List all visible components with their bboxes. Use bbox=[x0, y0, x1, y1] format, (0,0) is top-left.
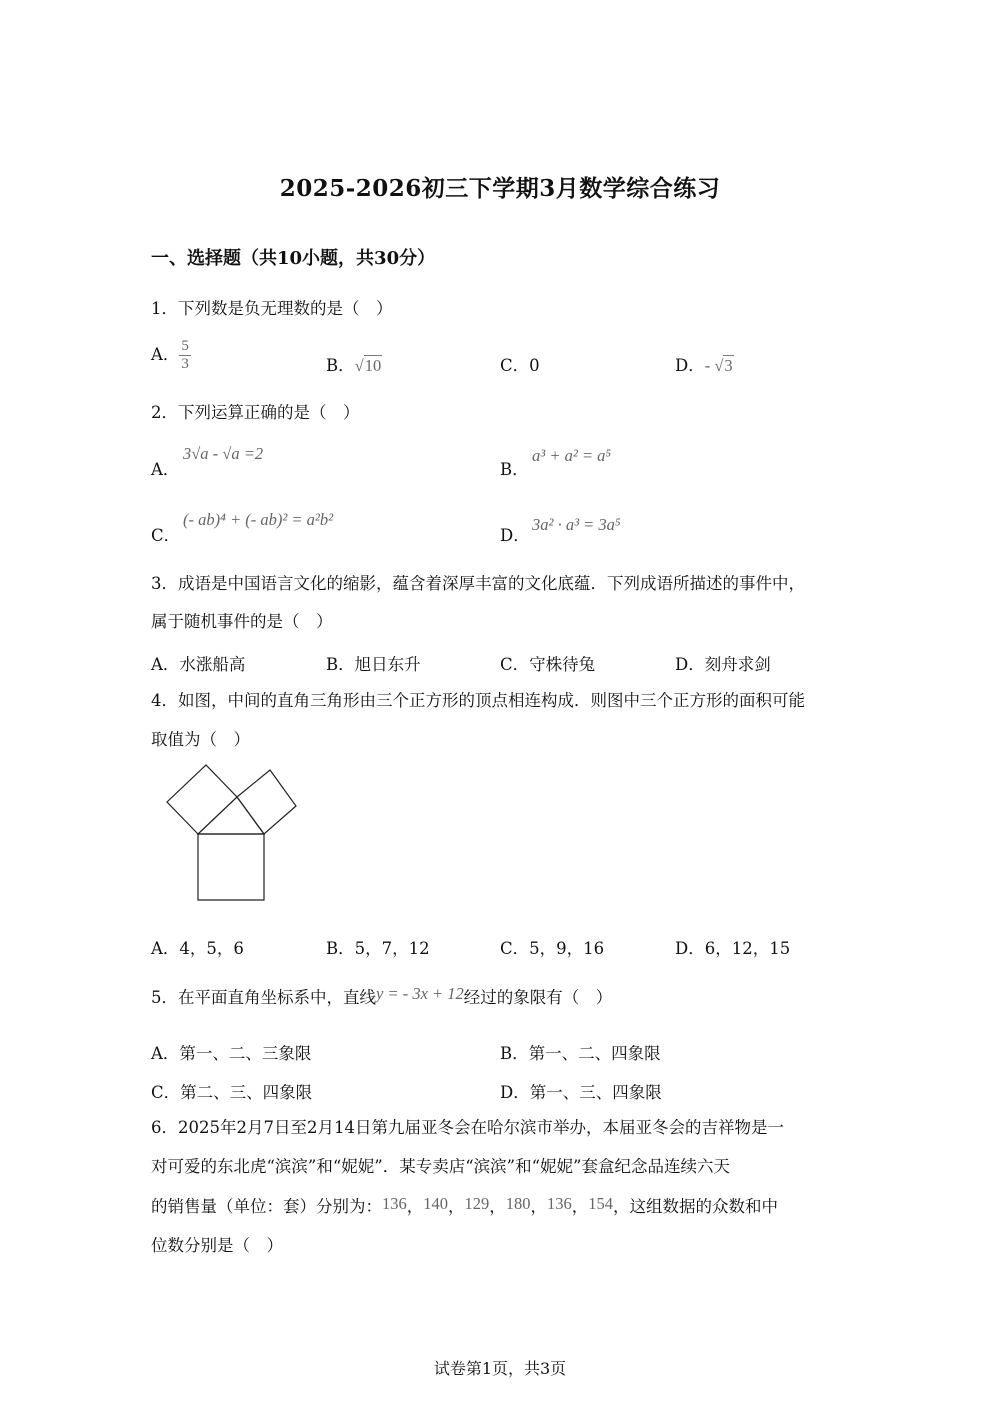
right-triangle bbox=[198, 797, 264, 834]
question-3-option-d: D．刻舟求剑 bbox=[675, 655, 771, 674]
question-4-option-d: D．6，12，15 bbox=[675, 939, 791, 958]
bottom-square bbox=[198, 834, 264, 900]
question-6-line-2: 对可爱的东北虎“滨滨”和“妮妮”．某专卖店“滨滨”和“妮妮”套盒纪念品连续六天 bbox=[151, 1157, 730, 1176]
question-2-option-d-expr: 3a² · a³ = 3a⁵ bbox=[532, 515, 621, 534]
question-4-option-b: B．5，7，12 bbox=[326, 939, 430, 958]
question-2-option-a-expr: 3√a - √a =2 bbox=[183, 444, 264, 463]
question-5-option-c: C．第二、三、四象限 bbox=[151, 1083, 313, 1102]
question-2-option-c-expr: (- ab)⁴ + (- ab)² = a²b² bbox=[183, 510, 334, 529]
question-3-option-b: B．旭日东升 bbox=[326, 655, 421, 674]
line-equation: y = - 3x + 12 bbox=[376, 984, 464, 1003]
question-3-option-a: A．水涨船高 bbox=[151, 655, 246, 674]
question-1-option-b: B．√10 bbox=[326, 356, 382, 375]
question-2-option-c: C． bbox=[151, 526, 181, 545]
question-1-stem: 1．下列数是负无理数的是（ ） bbox=[151, 299, 393, 318]
three-squares-figure bbox=[160, 760, 305, 905]
question-1-option-c: C．0 bbox=[500, 356, 540, 375]
question-4-option-c: C．5，9，16 bbox=[500, 939, 605, 958]
right-square bbox=[237, 770, 296, 834]
question-4-option-a: A．4，5，6 bbox=[151, 939, 244, 958]
question-6-line-4: 位数分别是（ ） bbox=[151, 1236, 283, 1255]
sales-value: 136 bbox=[382, 1194, 407, 1213]
page-title: 2025-2026初三下学期3月数学综合练习 bbox=[279, 175, 721, 202]
sales-value: 129 bbox=[464, 1194, 490, 1213]
sales-value: 136 bbox=[547, 1194, 572, 1213]
question-5-stem: 5．在平面直角坐标系中，直线y = - 3x + 12经过的象限有（ ） bbox=[151, 984, 613, 1007]
sales-value: 140 bbox=[423, 1194, 448, 1213]
sales-value: 154 bbox=[588, 1194, 613, 1213]
question-3-line-1: 3．成语是中国语言文化的缩影，蕴含着深厚丰富的文化底蕴．下列成语所描述的事件中， bbox=[151, 574, 805, 593]
question-4-line-1: 4．如图，中间的直角三角形由三个正方形的顶点相连构成．则图中三个正方形的面积可能 bbox=[151, 691, 805, 710]
page-footer: 试卷第1页，共3页 bbox=[433, 1359, 567, 1378]
question-4-line-2: 取值为（ ） bbox=[151, 730, 250, 749]
question-5-option-d: D．第一、三、四象限 bbox=[500, 1083, 662, 1102]
left-square bbox=[167, 765, 237, 834]
question-6-line-1: 6．2025年2月7日至2月14日第九届亚冬会在哈尔滨市举办，本届亚冬会的吉祥物是一 bbox=[151, 1118, 784, 1137]
question-2-option-b: B． bbox=[500, 460, 529, 479]
question-2-option-b-expr: a³ + a² = a⁵ bbox=[532, 446, 612, 465]
sales-value: 180 bbox=[505, 1194, 531, 1213]
section-heading: 一、选择题（共10小题，共30分） bbox=[151, 248, 436, 269]
question-5-option-a: A．第一、二、三象限 bbox=[151, 1044, 312, 1063]
fraction: $\frac{5}{3}$ bbox=[181, 338, 189, 372]
question-1-option-a: A． $\frac{5}{3}$ bbox=[151, 338, 189, 372]
question-2-stem: 2．下列运算正确的是（ ） bbox=[151, 403, 360, 422]
question-2-option-d: D． bbox=[500, 526, 530, 545]
question-3-line-2: 属于随机事件的是（ ） bbox=[151, 612, 333, 631]
question-5-option-b: B．第一、二、四象限 bbox=[500, 1044, 661, 1063]
question-6-line-3: 的销售量（单位：套）分别为：136，140，129，180，136，154，这组数据的众数和中 bbox=[151, 1194, 778, 1216]
question-2-option-a: A． bbox=[151, 460, 180, 479]
question-3-option-c: C．守株待兔 bbox=[500, 655, 596, 674]
question-1-option-d: D．- √3 bbox=[675, 356, 733, 375]
